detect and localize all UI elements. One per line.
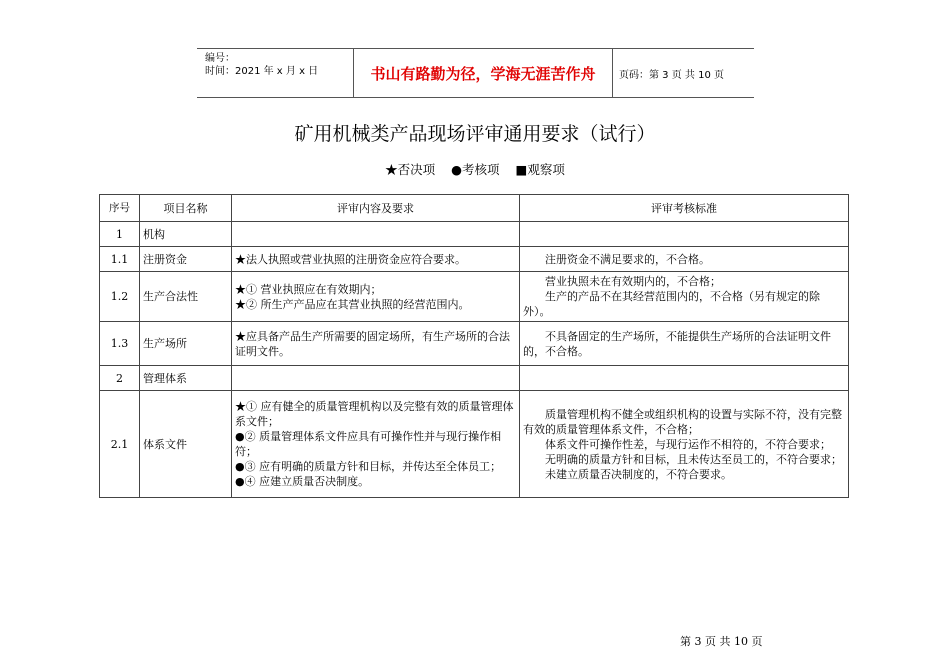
review-table xyxy=(99,194,849,498)
table-row xyxy=(100,247,849,272)
page-header xyxy=(197,48,754,98)
header-standard: 评审考核标准 xyxy=(520,195,849,222)
standard-line: 营业执照未在有效期内的，不合格； xyxy=(545,275,721,288)
header-name: 项目名称 xyxy=(140,195,232,222)
row-standard xyxy=(520,272,849,322)
row-name: 注册资金 xyxy=(140,247,232,272)
content-line: ★① 营业执照应在有效期内； xyxy=(235,282,382,296)
document-title: 矿用机械类产品现场评审通用要求（试行） xyxy=(294,123,656,145)
row-content xyxy=(232,366,520,391)
table-row xyxy=(100,222,849,247)
row-content xyxy=(232,222,520,247)
row-seq: 1 xyxy=(100,222,140,247)
row-name: 机构 xyxy=(140,222,232,247)
content-line: ★法人执照或营业执照的注册资金应符合要求。 xyxy=(235,252,466,266)
row-name: 体系文件 xyxy=(140,391,232,498)
standard-line: 注册资金不满足要求的，不合格。 xyxy=(545,252,710,266)
row-seq: 1.1 xyxy=(100,247,140,272)
page-footer: 第 3 页 共 10 页 xyxy=(680,635,763,648)
row-seq: 2 xyxy=(100,366,140,391)
row-standard xyxy=(520,391,849,498)
row-seq: 1.3 xyxy=(100,322,140,366)
row-seq: 1.2 xyxy=(100,272,140,322)
table-row xyxy=(100,366,849,391)
time-label: 时间：2021 年 x 月 x 日 xyxy=(205,66,319,77)
row-seq: 2.1 xyxy=(100,391,140,498)
header-motto: 书山有路勤为径，学海无涯苦作舟 xyxy=(353,49,613,97)
table-row xyxy=(100,391,849,498)
standard-line: 生产的产品不在其经营范围内的，不合格（另有规定的除外）。 xyxy=(523,290,820,318)
row-content xyxy=(232,272,520,322)
standard-line: 质量管理机构不健全或组织机构的设置与实际不符，没有完整有效的质量管理体系文件，不合格； xyxy=(523,407,842,436)
row-standard xyxy=(520,247,849,272)
header-content: 评审内容及要求 xyxy=(232,195,520,222)
table-body xyxy=(100,222,849,498)
header-page-info: 页码：第 3 页 共 10 页 xyxy=(619,69,724,81)
row-content xyxy=(232,247,520,272)
row-name: 生产合法性 xyxy=(140,272,232,322)
content-line: ★应具备产品生产所需要的固定场所，有生产场所的合法证明文件。 xyxy=(235,329,510,358)
table-header-row xyxy=(100,195,849,222)
content-line: ●② 质量管理体系文件应具有可操作性并与现行操作相符； xyxy=(235,430,502,458)
legend-veto: ★否决项 xyxy=(385,162,436,177)
legend xyxy=(0,160,950,178)
row-content xyxy=(232,322,520,366)
standard-line: 不具备固定的生产场所，不能提供生产场所的合法证明文件的，不合格。 xyxy=(523,329,831,358)
row-content xyxy=(232,391,520,498)
number-label: 编号： xyxy=(205,53,235,64)
row-name: 管理体系 xyxy=(140,366,232,391)
row-standard xyxy=(520,222,849,247)
row-name: 生产场所 xyxy=(140,322,232,366)
row-standard xyxy=(520,322,849,366)
standard-line: 无明确的质量方针和目标，且未传达至员工的，不符合要求； xyxy=(545,452,842,466)
standard-line: 未建立质量否决制度的，不符合要求。 xyxy=(545,467,732,481)
table-row xyxy=(100,272,849,322)
header-meta xyxy=(197,49,353,97)
legend-assess: ●考核项 xyxy=(451,162,500,177)
content-line: ★① 应有健全的质量管理机构以及完整有效的质量管理体系文件； xyxy=(235,400,514,428)
header-seq: 序号 xyxy=(100,195,140,222)
content-line: ★② 所生产产品应在其营业执照的经营范围内。 xyxy=(235,297,470,311)
legend-observe: ■观察项 xyxy=(515,162,565,177)
standard-line: 体系文件可操作性差，与现行运作不相符的，不符合要求； xyxy=(545,437,831,451)
row-standard xyxy=(520,366,849,391)
table-row xyxy=(100,322,849,366)
content-line: ●④ 应建立质量否决制度。 xyxy=(235,475,370,488)
content-line: ●③ 应有明确的质量方针和目标，并传达至全体员工； xyxy=(235,460,502,473)
